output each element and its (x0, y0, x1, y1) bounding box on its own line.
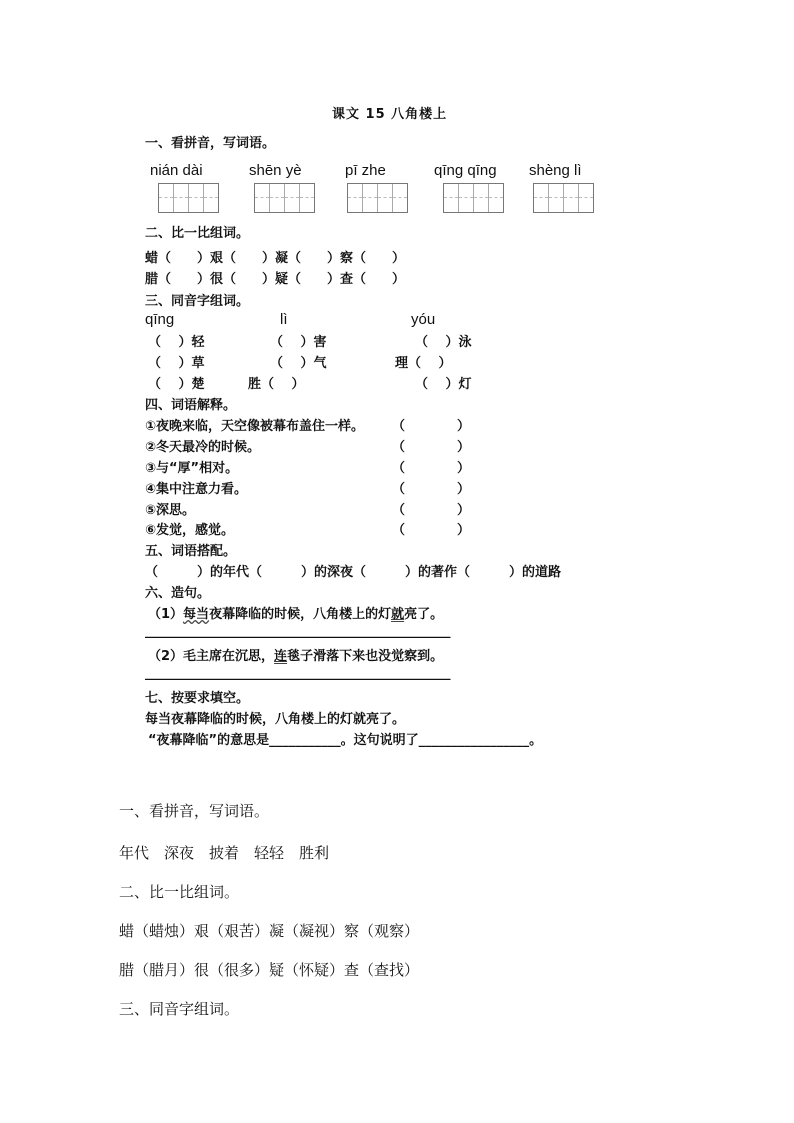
page-title: 课文 15 八角楼上 (332, 107, 448, 122)
answer-paren: （ ） (392, 440, 471, 455)
answer-heading-1: 一、看拼音，写词语。 (119, 802, 270, 820)
homophone-item: （ ）轻 (148, 335, 205, 350)
writing-grid-5[interactable] (533, 183, 594, 213)
answer-line[interactable]: _______________________________________________ (145, 624, 451, 639)
homophone-item: （ ）楚 (148, 377, 205, 392)
homophone-pinyin-3: yóu (411, 311, 436, 328)
pinyin-1: nián dài (150, 162, 203, 179)
pinyin-5: shèng lì (529, 162, 582, 179)
section-1-heading: 一、看拼音，写词语。 (145, 136, 276, 151)
collocation-row: （ ）的年代（ ）的深夜（ ）的著作（ ）的道路 (145, 565, 562, 580)
definition-item: ⑤深思。 (145, 503, 196, 518)
example-sentence: 每当夜幕降临的时候，八角楼上的灯就亮了。 (145, 712, 406, 727)
writing-grid-4[interactable] (443, 183, 504, 213)
fill-blank-line: “夜幕降临”的意思是___________。这句说明了_________________。 (148, 733, 543, 748)
answer-paren: （ ） (392, 523, 471, 538)
homophone-item: （ ）草 (148, 356, 205, 371)
answer-heading-3: 三、同音字组词。 (119, 1000, 240, 1018)
homophone-item: （ ）气 (270, 356, 327, 371)
homophone-pinyin-2: lì (280, 311, 288, 328)
answer-heading-2: 二、比一比组词。 (119, 883, 240, 901)
definition-item: ①夜晚来临，天空像被幕布盖住一样。 (145, 419, 365, 434)
answer-paren: （ ） (392, 482, 471, 497)
answer-text-2a: 蜡（蜡烛）艰（艰苦）凝（凝视）察（观察） (119, 922, 420, 940)
answer-line[interactable]: _______________________________________________ (145, 666, 451, 681)
pinyin-4: qīng qīng (434, 162, 497, 179)
homophone-item: （ ）害 (270, 335, 327, 350)
section-6-heading: 六、造句。 (145, 586, 211, 601)
sentence-prompt-2: （2）毛主席在沉思，连毯子滑落下来也没觉察到。 (148, 649, 444, 664)
answer-text-2b: 腊（腊月）很（很多）疑（怀疑）查（查找） (119, 961, 420, 979)
section-2-heading: 二、比一比组词。 (145, 226, 250, 241)
writing-grid-3[interactable] (347, 183, 408, 213)
homophone-item: （ ）泳 (415, 335, 472, 350)
section-5-heading: 五、词语搭配。 (145, 544, 237, 559)
homophone-pinyin-1: qīng (145, 311, 175, 328)
compare-row-2: 腊（ ）很（ ）疑（ ）查（ ） (145, 272, 406, 287)
answer-paren: （ ） (392, 461, 471, 476)
definition-item: ③与“厚”相对。 (145, 461, 239, 476)
section-4-heading: 四、词语解释。 (145, 398, 237, 413)
definition-item: ⑥发觉，感觉。 (145, 523, 235, 538)
section-3-heading: 三、同音字组词。 (145, 294, 250, 309)
sentence-prompt-1: （1）每当夜幕降临的时候，八角楼上的灯就亮了。 (148, 607, 444, 622)
homophone-item: 理（ ） (395, 356, 452, 371)
homophone-item: （ ）灯 (415, 377, 472, 392)
section-7-heading: 七、按要求填空。 (145, 691, 250, 706)
answer-paren: （ ） (392, 503, 471, 518)
pinyin-2: shēn yè (249, 162, 302, 179)
writing-grid-2[interactable] (254, 183, 315, 213)
writing-grid-1[interactable] (158, 183, 219, 213)
answer-text-1: 年代 深夜 披着 轻轻 胜利 (119, 844, 330, 862)
homophone-item: 胜（ ） (248, 377, 305, 392)
definition-item: ②冬天最冷的时候。 (145, 440, 261, 455)
compare-row-1: 蜡（ ）艰（ ）凝（ ）察（ ） (145, 251, 406, 266)
answer-paren: （ ） (392, 419, 471, 434)
pinyin-3: pī zhe (345, 162, 386, 179)
definition-item: ④集中注意力看。 (145, 482, 248, 497)
